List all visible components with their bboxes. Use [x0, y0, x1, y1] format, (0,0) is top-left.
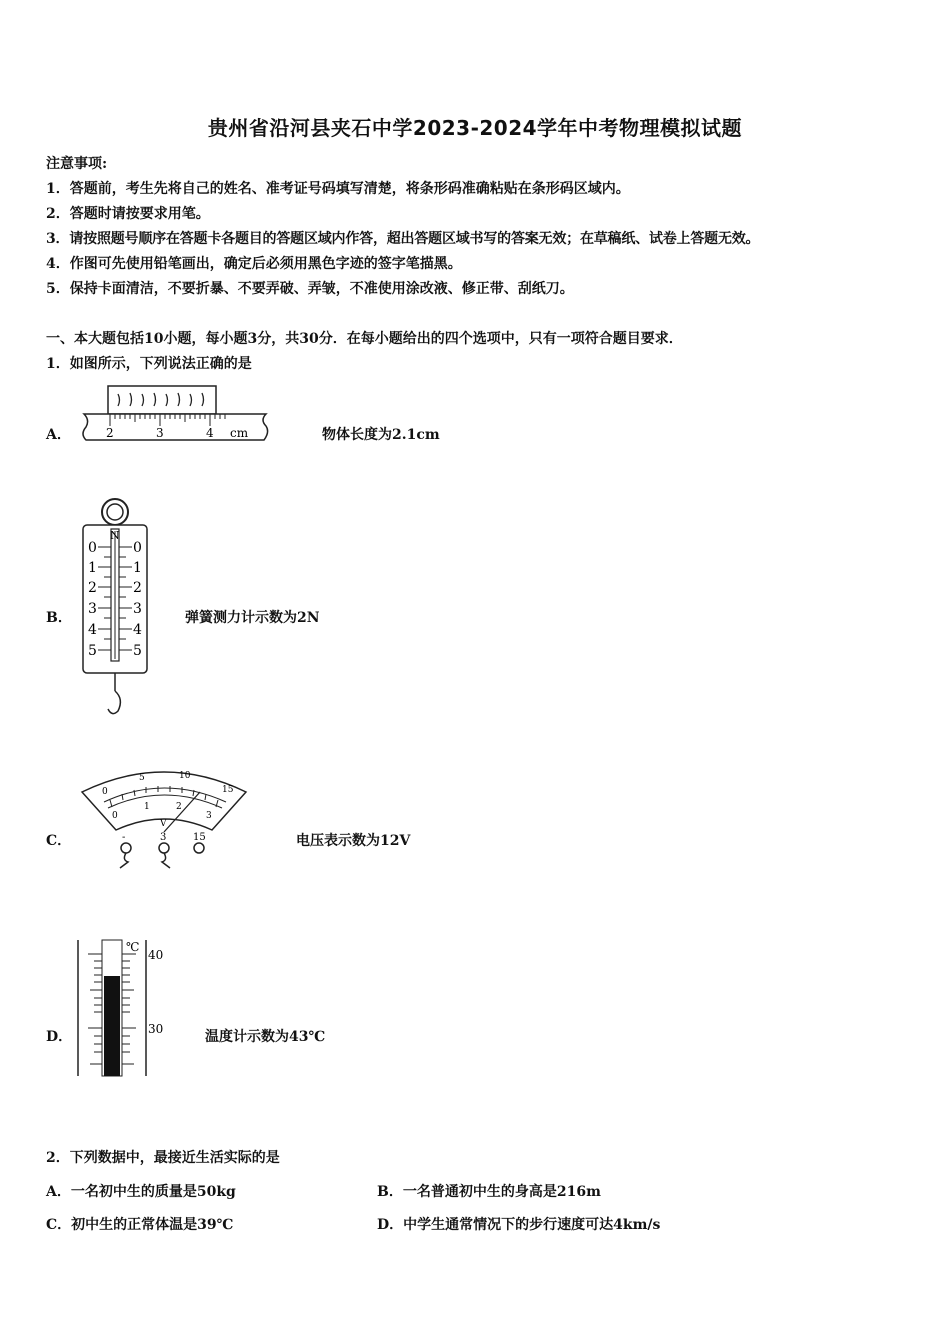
voltmeter-terminal-label: -: [122, 832, 126, 843]
voltmeter-terminal-label: 3: [160, 832, 167, 843]
q2-option-c-label: C．: [46, 1217, 72, 1233]
option-a-label: A．: [46, 427, 71, 443]
option-d-label: D．: [46, 1029, 73, 1045]
section-heading: 一、本大题包括10小题，每小题3分，共30分．在每小题给出的四个选项中，只有一项符合题目要求．: [46, 331, 683, 347]
spring-right-scale: 4: [133, 622, 142, 638]
q2-option-c-text: 初中生的正常体温是39℃: [71, 1217, 234, 1233]
option-c-label: C．: [46, 833, 72, 849]
notice-item: 1．答题前，考生先将自己的姓名、准考证号码填写清楚，将条形码准确粘贴在条形码区域内。: [46, 181, 630, 197]
voltmeter-inner-scale: 3: [206, 811, 212, 821]
question-2-stem: 2．下列数据中，最接近生活实际的是: [46, 1150, 280, 1166]
spring-left-scale: 5: [88, 643, 97, 659]
q2-option-b-text: 一名普通初中生的身高是216m: [402, 1184, 601, 1200]
q2-option-b-label: B．: [377, 1184, 403, 1200]
spring-right-scale: 1: [133, 560, 142, 576]
ruler-tick-label: 4: [206, 426, 214, 440]
option-b-label: B．: [46, 610, 72, 626]
notice-item: 3．请按照题号顺序在答题卡各题目的答题区域内作答，超出答题区域书写的答案无效；在草稿纸、试卷上答题无效。: [46, 231, 760, 247]
notice-heading: 注意事项:: [46, 156, 108, 172]
notice-item: 2．答题时请按要求用笔。: [46, 206, 210, 222]
voltmeter-outer-scale: 15: [222, 785, 234, 795]
q2-option-c: [46, 1214, 233, 1234]
voltmeter-outer-scale: 5: [139, 773, 145, 783]
spring-right-scale: 2: [133, 580, 142, 596]
voltmeter-outer-scale: 10: [179, 771, 191, 781]
question-1-stem: 1．如图所示，下列说法正确的是: [46, 356, 252, 372]
q2-option-d-label: D．: [377, 1217, 404, 1233]
spring-right-scale: 0: [133, 540, 142, 556]
ruler-tick-label: 3: [156, 426, 164, 440]
spring-right-scale: 3: [133, 601, 142, 617]
voltmeter-inner-scale: 1: [144, 802, 150, 812]
q2-option-a-text: 一名初中生的质量是50kg: [70, 1184, 236, 1200]
q2-option-d: [377, 1214, 660, 1234]
voltmeter-inner-scale: 0: [112, 811, 118, 821]
option-b-text: 弹簧测力计示数为2N: [185, 610, 320, 626]
q2-option-d-text: 中学生通常情况下的步行速度可达4km/s: [403, 1217, 661, 1233]
notice-item: 4．作图可先使用铅笔画出，确定后必须用黑色字迹的签字笔描黑。: [46, 256, 462, 272]
option-a-text: 物体长度为2.1cm: [322, 427, 440, 443]
voltmeter-inner-scale: 2: [176, 802, 182, 812]
spring-left-scale: 2: [88, 580, 97, 596]
q2-option-a-label: A．: [46, 1184, 71, 1200]
notice-item: 5．保持卡面清洁，不要折暴、不要弄破、弄皱，不准使用涂改液、修正带、刮纸刀。: [46, 281, 574, 297]
spring-right-scale: 5: [133, 643, 142, 659]
thermometer-unit: ℃: [126, 940, 140, 954]
option-c-text: 电压表示数为12V: [296, 833, 411, 849]
thermometer-mark: 30: [148, 1022, 164, 1036]
option-d-text: 温度计示数为43℃: [205, 1029, 326, 1045]
q2-option-a: [46, 1181, 236, 1201]
spring-left-scale: 1: [88, 560, 97, 576]
voltmeter-unit: V: [160, 819, 167, 829]
ruler-tick-label: 2: [106, 426, 114, 440]
voltmeter-terminal-label: 15: [193, 832, 206, 843]
ruler-unit: cm: [230, 426, 249, 440]
thermometer-figure: [74, 938, 170, 1080]
thermometer-mark: 40: [148, 948, 164, 962]
spring-balance-figure: [78, 495, 168, 723]
spring-left-scale: 4: [88, 622, 97, 638]
page-title: 贵州省沿河县夹石中学2023-2024学年中考物理模拟试题: [207, 116, 743, 140]
spring-top-label: N: [110, 529, 120, 542]
ruler-figure: [78, 384, 278, 456]
voltmeter-figure: [76, 762, 256, 870]
q2-option-b: [377, 1181, 601, 1201]
voltmeter-outer-scale: 0: [102, 787, 108, 797]
spring-left-scale: 0: [88, 540, 97, 556]
spring-left-scale: 3: [88, 601, 97, 617]
